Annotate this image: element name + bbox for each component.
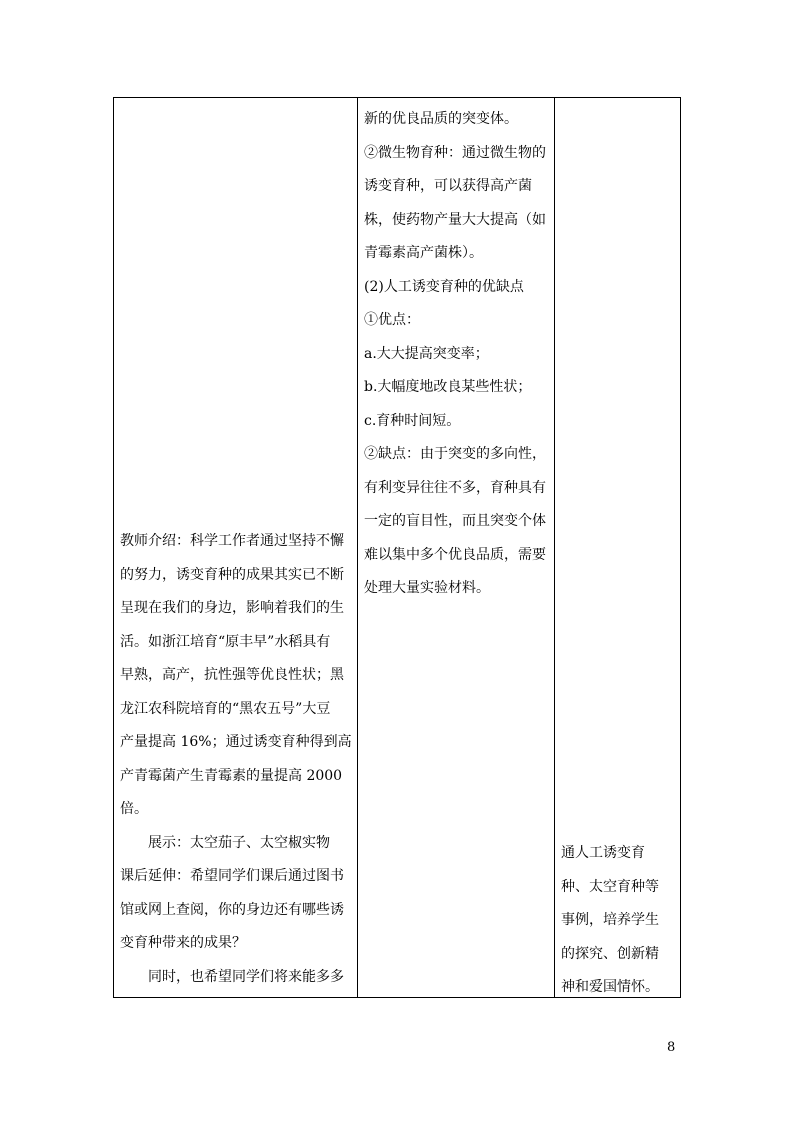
text-line: 早熟，高产，抗性强等优良性状；黑	[120, 667, 344, 683]
text-line: 倍。	[120, 801, 148, 817]
text-line: 新的优良品质的突变体。	[364, 111, 518, 127]
text-line: 教师介绍：科学工作者通过坚持不懈	[120, 533, 344, 549]
design-intent-column	[561, 837, 679, 1005]
text-line: 青霉素高产菌株）。	[364, 245, 483, 261]
text-line: 难以集中多个优良品质，需要	[364, 546, 546, 563]
text-line: 课后延伸：希望同学们课后通过图书	[120, 868, 344, 884]
text-line: 馆或网上查阅，你的身边还有哪些诱	[120, 901, 344, 918]
teacher-activity-column	[120, 525, 356, 994]
column-divider	[357, 98, 358, 997]
column-divider	[554, 98, 555, 997]
text-line: 产青霉菌产生青霉素的量提高 2000	[120, 767, 343, 784]
text-line: a.大大提高突变率；	[364, 345, 489, 362]
text-line: 的探究、创新精	[561, 945, 659, 962]
text-line: ①优点：	[364, 312, 420, 328]
text-line: 有利变异往往不多，育种具有	[364, 479, 546, 496]
text-line: b.大幅度地改良某些性状；	[364, 379, 532, 395]
text-line: c.育种时间短。	[364, 412, 461, 429]
text-line: 变育种带来的成果？	[120, 935, 246, 951]
text-line: 产量提高 16%；通过诱变育种得到高	[120, 734, 352, 750]
text-line: 种、太空育种等	[561, 878, 659, 895]
page-number: 8	[667, 1040, 676, 1055]
text-line: ②缺点：由于突变的多向性，	[364, 446, 546, 462]
text-line: 龙江农科院培育的“黑农五号”大豆	[120, 700, 331, 717]
text-line: 事例，培养学生	[561, 912, 659, 928]
text-line: 的努力，诱变育种的成果其实已不断	[120, 566, 344, 583]
text-line: 处理大量实验材料。	[364, 580, 490, 596]
text-line: 株，使药物产量大大提高（如	[364, 211, 546, 228]
text-line: 通人工诱变育	[561, 845, 645, 861]
text-line: 活。如浙江培育“原丰早”水稻具有	[120, 633, 331, 650]
text-line: 同时，也希望同学们将来能多多	[148, 968, 344, 985]
text-line: ②微生物育种：通过微生物的	[364, 144, 546, 161]
lesson-table	[113, 97, 681, 998]
text-line: 一定的盲目性，而且突变个体	[364, 513, 546, 529]
text-line: 诱变育种，可以获得高产菌	[364, 178, 532, 194]
text-line: (2)人工诱变育种的优缺点	[364, 278, 524, 295]
text-line: 展示：太空茄子、太空椒实物	[148, 834, 330, 851]
text-line: 神和爱国情怀。	[561, 979, 659, 995]
text-line: 呈现在我们的身边，影响着我们的生	[120, 600, 344, 616]
content-column	[364, 103, 552, 606]
